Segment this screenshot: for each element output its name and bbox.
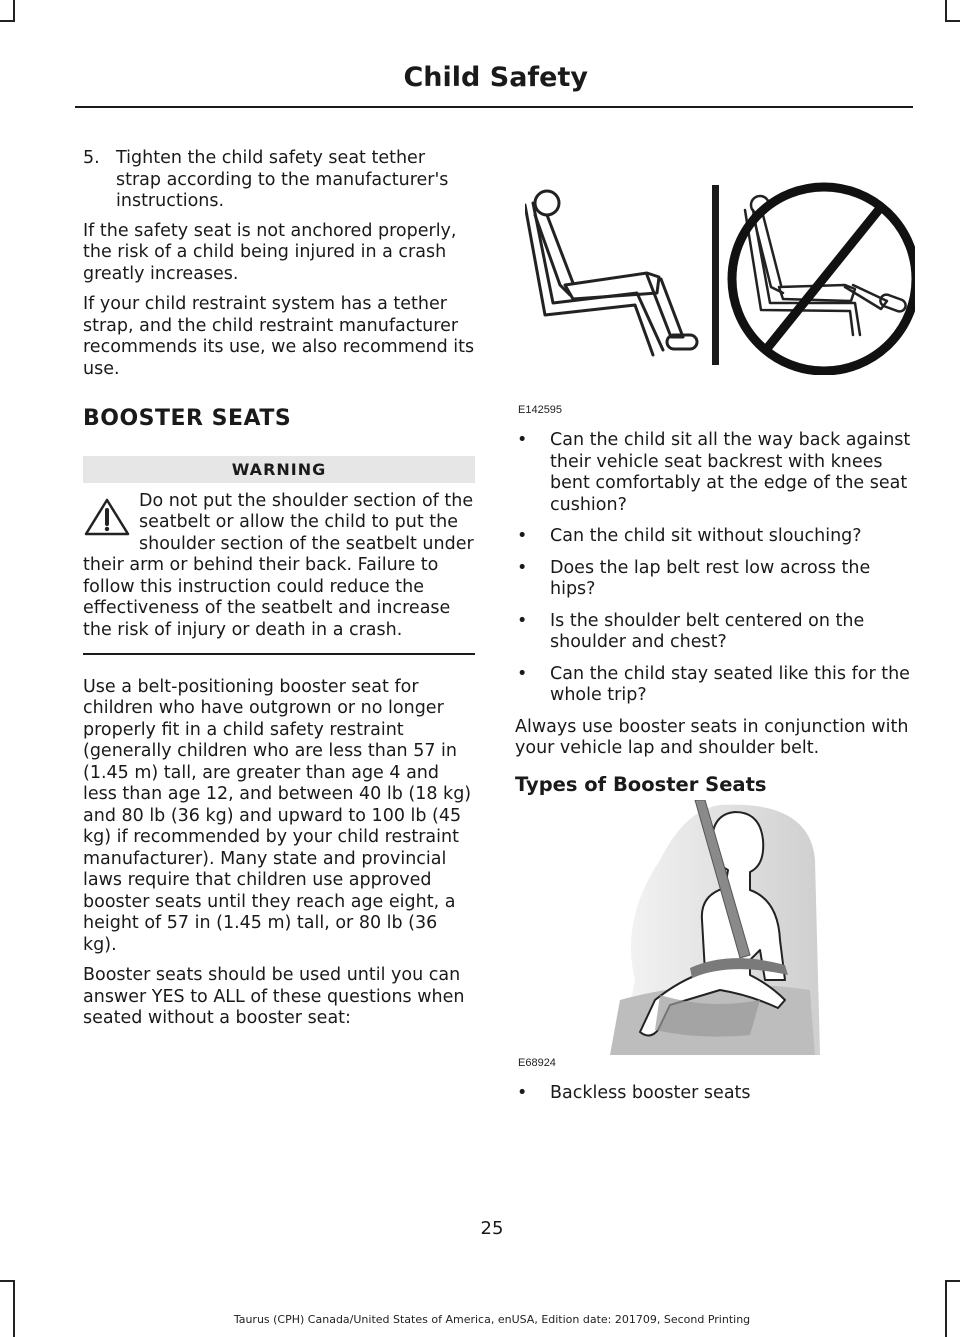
question-text: Can the child sit without slouching?: [550, 526, 862, 546]
warning-text: Do not put the shoulder section of the seatbelt or allow the child to put the shoulder section of the seatbelt under their arm or behind their back. Failure to follow this instruction could reduce the effectiveness of the seatbelt and increase the risk of injury or death in a crash.: [83, 490, 474, 640]
section-title: BOOSTER SEATS: [83, 406, 292, 431]
list-item: [515, 526, 913, 548]
question-text: Does the lap belt rest low across the hips?: [550, 557, 871, 599]
seating-posture-figure: [525, 175, 915, 375]
bullet-mark: •: [517, 1083, 528, 1103]
backless-booster-figure: [600, 800, 820, 1055]
figure-code: E68924: [518, 1057, 556, 1069]
warning-body: [83, 491, 475, 642]
page-number: 25: [480, 1218, 504, 1239]
booster-type-text: Backless booster seats: [550, 1083, 751, 1103]
crop-mark: [13, 1280, 15, 1337]
paragraph: Use a belt-positioning booster seat for children who have outgrown or no longer properly fit in a child safety restraint (generally children who are less than 57 in (1.45 m) tall, are greater than age 4 and less than age 12, and between 40 lb (18 kg) and 80 lb (36 kg) and upward to 100 lb (45 kg) if recommended by your child restraint manufacturer). Many state and provincial laws require that children use approved booster seats until they reach age eight, a height of 57 in (1.45 m) tall, or 80 lb (36 kg).: [83, 676, 472, 955]
subsection-title: Types of Booster Seats: [515, 772, 767, 796]
paragraph: If the safety seat is not anchored properly, the risk of a child being injured in a crash greatly increases.: [83, 220, 457, 284]
prohibition-slash: [765, 207, 881, 351]
list-item: [515, 664, 913, 707]
step-number: 5.: [83, 148, 100, 168]
paragraph: If your child restraint system has a tether strap, and the child restraint manufacturer recommends its use, we also recommend its use.: [83, 294, 475, 379]
paragraph: Booster seats should be used until you can answer YES to ALL of these questions when seated without a booster seat:: [83, 965, 465, 1028]
step-text: Tighten the child safety seat tether strap according to the manufacturer's instructions.: [116, 148, 449, 211]
paragraph: Always use booster seats in conjunction with your vehicle lap and shoulder belt.: [515, 716, 909, 758]
list-item: [515, 1083, 913, 1105]
crop-mark: [0, 1280, 15, 1282]
bullet-mark: •: [517, 610, 528, 631]
crop-mark: [945, 0, 947, 20]
edition-footer: Taurus (CPH) Canada/United States of America, enUSA, Edition date: 201709, Second Printing: [233, 1313, 751, 1326]
crop-mark: [13, 0, 15, 20]
bullet-mark: •: [517, 526, 528, 546]
crop-mark: [945, 1280, 947, 1337]
question-text: Is the shoulder belt centered on the shoulder and chest?: [550, 610, 865, 652]
right-column: [515, 430, 913, 813]
warning-rule: [83, 653, 475, 655]
bullet-mark: •: [517, 430, 528, 450]
list-item: [515, 611, 913, 654]
list-item: [515, 558, 913, 601]
warning-box: [83, 456, 475, 655]
bullet-mark: •: [517, 557, 528, 578]
warning-label: WARNING: [83, 456, 475, 483]
list-item: [515, 430, 913, 516]
crop-mark: [0, 20, 15, 22]
figure-code: E142595: [518, 404, 563, 416]
question-text: Can the child sit all the way back against their vehicle seat backrest with knees bent comfortably at the edge of the seat cushion?: [550, 430, 911, 515]
question-text: Can the child stay seated like this for the whole trip?: [550, 663, 910, 705]
page-title: Child Safety: [403, 62, 588, 93]
header-rule: [75, 106, 913, 108]
warning-triangle-icon: [83, 497, 131, 537]
crop-mark: [945, 1280, 960, 1282]
booster-bullet: [515, 1083, 913, 1115]
bullet-mark: •: [517, 663, 528, 684]
step-5: [83, 148, 475, 213]
crop-mark: [945, 20, 960, 22]
left-column: [83, 148, 475, 1039]
divider-bar: [712, 185, 719, 365]
